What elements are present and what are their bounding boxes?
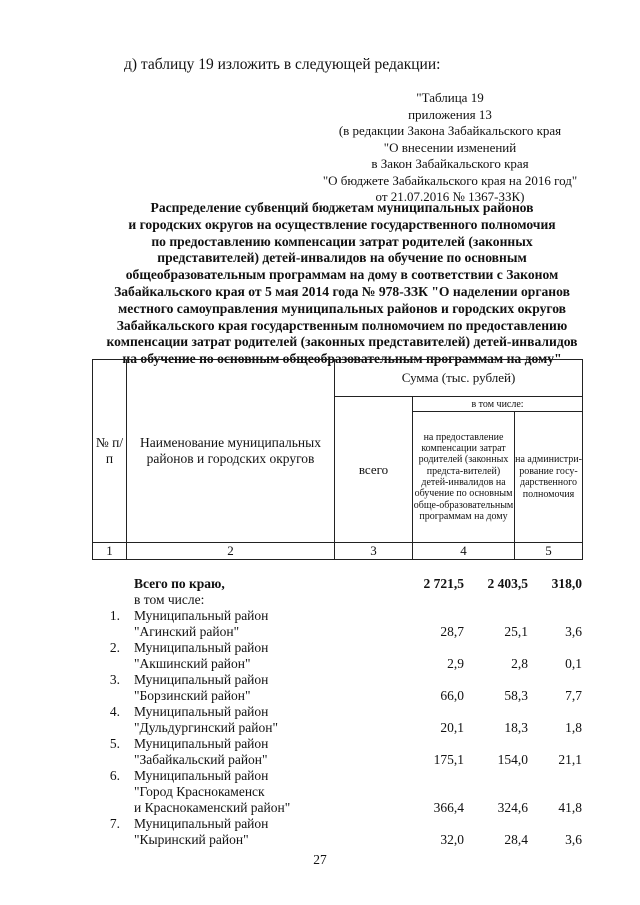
- table-row: [92, 608, 582, 640]
- title-line: Забайкальского края государственным полномочием по предоставлению: [116, 317, 568, 333]
- table-header: [92, 359, 583, 560]
- reference-line: (в редакции Закона Забайкальского края: [338, 123, 562, 138]
- table-row: [92, 640, 582, 672]
- table-row: [92, 768, 582, 816]
- row-compensation: 154,0: [497, 752, 528, 767]
- row-name: [134, 576, 354, 592]
- intro-text: д) таблицу 19 изложить в следующей редакции:: [124, 56, 441, 73]
- title-line: общеобразовательным программам на дому в соответствии с Законом: [125, 267, 559, 283]
- row-name: [134, 816, 354, 848]
- title-line: местного самоуправления муниципальных районов и городских округов: [117, 300, 567, 316]
- row-number: 1.: [109, 608, 120, 623]
- row-name-line: Всего по краю,: [134, 576, 225, 591]
- title-line: Распределение субвенций бюджетам муниципальных районов: [150, 200, 534, 215]
- row-name-line: Муниципальный район: [134, 816, 269, 831]
- row-total: 28,7: [440, 624, 464, 639]
- row-name-line: "Акшинский район": [134, 656, 251, 671]
- row-name-line: Муниципальный район: [134, 704, 269, 719]
- row-total: 66,0: [440, 688, 464, 703]
- column-number: 4: [413, 543, 515, 560]
- table-row-total: [92, 576, 582, 592]
- row-admin: 318,0: [551, 576, 582, 591]
- row-admin: 0,1: [565, 656, 582, 671]
- reference-line: "О бюджете Забайкальского края на 2016 год": [322, 172, 578, 188]
- row-total: 2 721,5: [423, 576, 464, 591]
- row-name-line: Муниципальный район: [134, 608, 269, 623]
- column-number: 3: [335, 543, 413, 560]
- header-compensation: на предоставление компенсации затрат родителей (законных предста-вителей) детей-инвалидов на обучение по основным обще-образовательным программам на дому: [413, 412, 515, 543]
- column-number: 1: [93, 543, 127, 560]
- row-name-line: Муниципальный район: [134, 736, 269, 751]
- row-name: [134, 736, 354, 768]
- row-admin: 41,8: [558, 800, 582, 815]
- column-number: 2: [127, 543, 335, 560]
- table-row: [92, 672, 582, 704]
- row-name-line: "Борзинский район": [134, 688, 251, 703]
- row-admin: 21,1: [558, 752, 582, 767]
- row-name-line: в том числе:: [134, 592, 205, 607]
- row-number: 5.: [109, 736, 120, 751]
- row-number: 4.: [109, 704, 120, 719]
- row-admin: 3,6: [565, 832, 582, 847]
- row-compensation: 28,4: [504, 832, 528, 847]
- row-name-line: "Город Краснокаменск: [134, 784, 265, 799]
- row-total: 366,4: [433, 800, 464, 815]
- row-compensation: 2 403,5: [487, 576, 528, 591]
- reference-line: от 21.07.2016 № 1367-ЗЗК): [375, 189, 525, 204]
- title-line: и городских округов на осуществление государственного полномочия: [128, 216, 556, 232]
- row-name-line: Муниципальный район: [134, 640, 269, 655]
- row-name-line: "Агинский район": [134, 624, 240, 639]
- row-compensation: 25,1: [504, 624, 528, 639]
- column-number: 5: [515, 543, 583, 560]
- row-name-line: Муниципальный район: [134, 672, 269, 687]
- row-number: 6.: [109, 768, 120, 783]
- row-total: 32,0: [440, 832, 464, 847]
- row-admin: 1,8: [565, 720, 582, 735]
- reference-line: "О внесении изменений: [383, 139, 517, 155]
- row-name: [134, 640, 354, 672]
- title-line: по предоставлению компенсации затрат родителей (законных: [151, 233, 533, 249]
- row-number: 3.: [109, 672, 120, 687]
- header-name: Наименование муниципальных районов и городских округов: [127, 360, 335, 543]
- header-including: в том числе:: [413, 397, 583, 412]
- reference-line: в Закон Забайкальского края: [371, 156, 529, 171]
- row-name: [134, 704, 354, 736]
- reference-line: "Таблица 19: [416, 90, 484, 105]
- header-number: № п/п: [93, 360, 127, 543]
- row-total: 2,9: [447, 656, 464, 671]
- table-reference: [300, 90, 600, 206]
- row-name: [134, 672, 354, 704]
- table-body: [92, 576, 582, 848]
- row-admin: 3,6: [565, 624, 582, 639]
- document-title: [92, 200, 592, 368]
- row-name: [134, 592, 354, 608]
- header-total: всего: [335, 397, 413, 543]
- row-compensation: 324,6: [497, 800, 528, 815]
- row-compensation: 2,8: [511, 656, 528, 671]
- table-row: [92, 736, 582, 768]
- row-name-line: и Краснокаменский район": [134, 800, 291, 815]
- page-number: 27: [313, 852, 327, 867]
- row-name-line: "Кыринский район": [134, 832, 249, 847]
- row-name-line: Муниципальный район: [134, 768, 269, 783]
- row-compensation: 18,3: [504, 720, 528, 735]
- row-name-line: "Забайкальский район": [134, 752, 268, 767]
- row-number: 2.: [109, 640, 120, 655]
- table-row-subheading: [92, 592, 582, 608]
- header-administration: на администри-рование госу-дарственного полномочия: [515, 412, 583, 543]
- row-name-line: "Дульдургинский район": [134, 720, 278, 735]
- row-compensation: 58,3: [504, 688, 528, 703]
- row-number: 7.: [109, 816, 120, 831]
- row-total: 20,1: [440, 720, 464, 735]
- title-line: представителей) детей-инвалидов на обучение по основным: [157, 250, 527, 266]
- table-row: [92, 816, 582, 848]
- header-sum: Сумма (тыс. рублей): [335, 360, 583, 397]
- title-line: компенсации затрат родителей (законных представителей) детей-инвалидов: [106, 334, 578, 350]
- reference-line: приложения 13: [408, 106, 492, 122]
- table-row: [92, 704, 582, 736]
- row-name: [134, 768, 354, 816]
- row-total: 175,1: [433, 752, 464, 767]
- title-line: Забайкальского края от 5 мая 2014 года № 978-ЗЗК "О наделении органов: [114, 283, 570, 299]
- row-name: [134, 608, 354, 640]
- title-line: на обучение по основным общеобразовательным программам на дому": [122, 351, 562, 367]
- row-admin: 7,7: [565, 688, 582, 703]
